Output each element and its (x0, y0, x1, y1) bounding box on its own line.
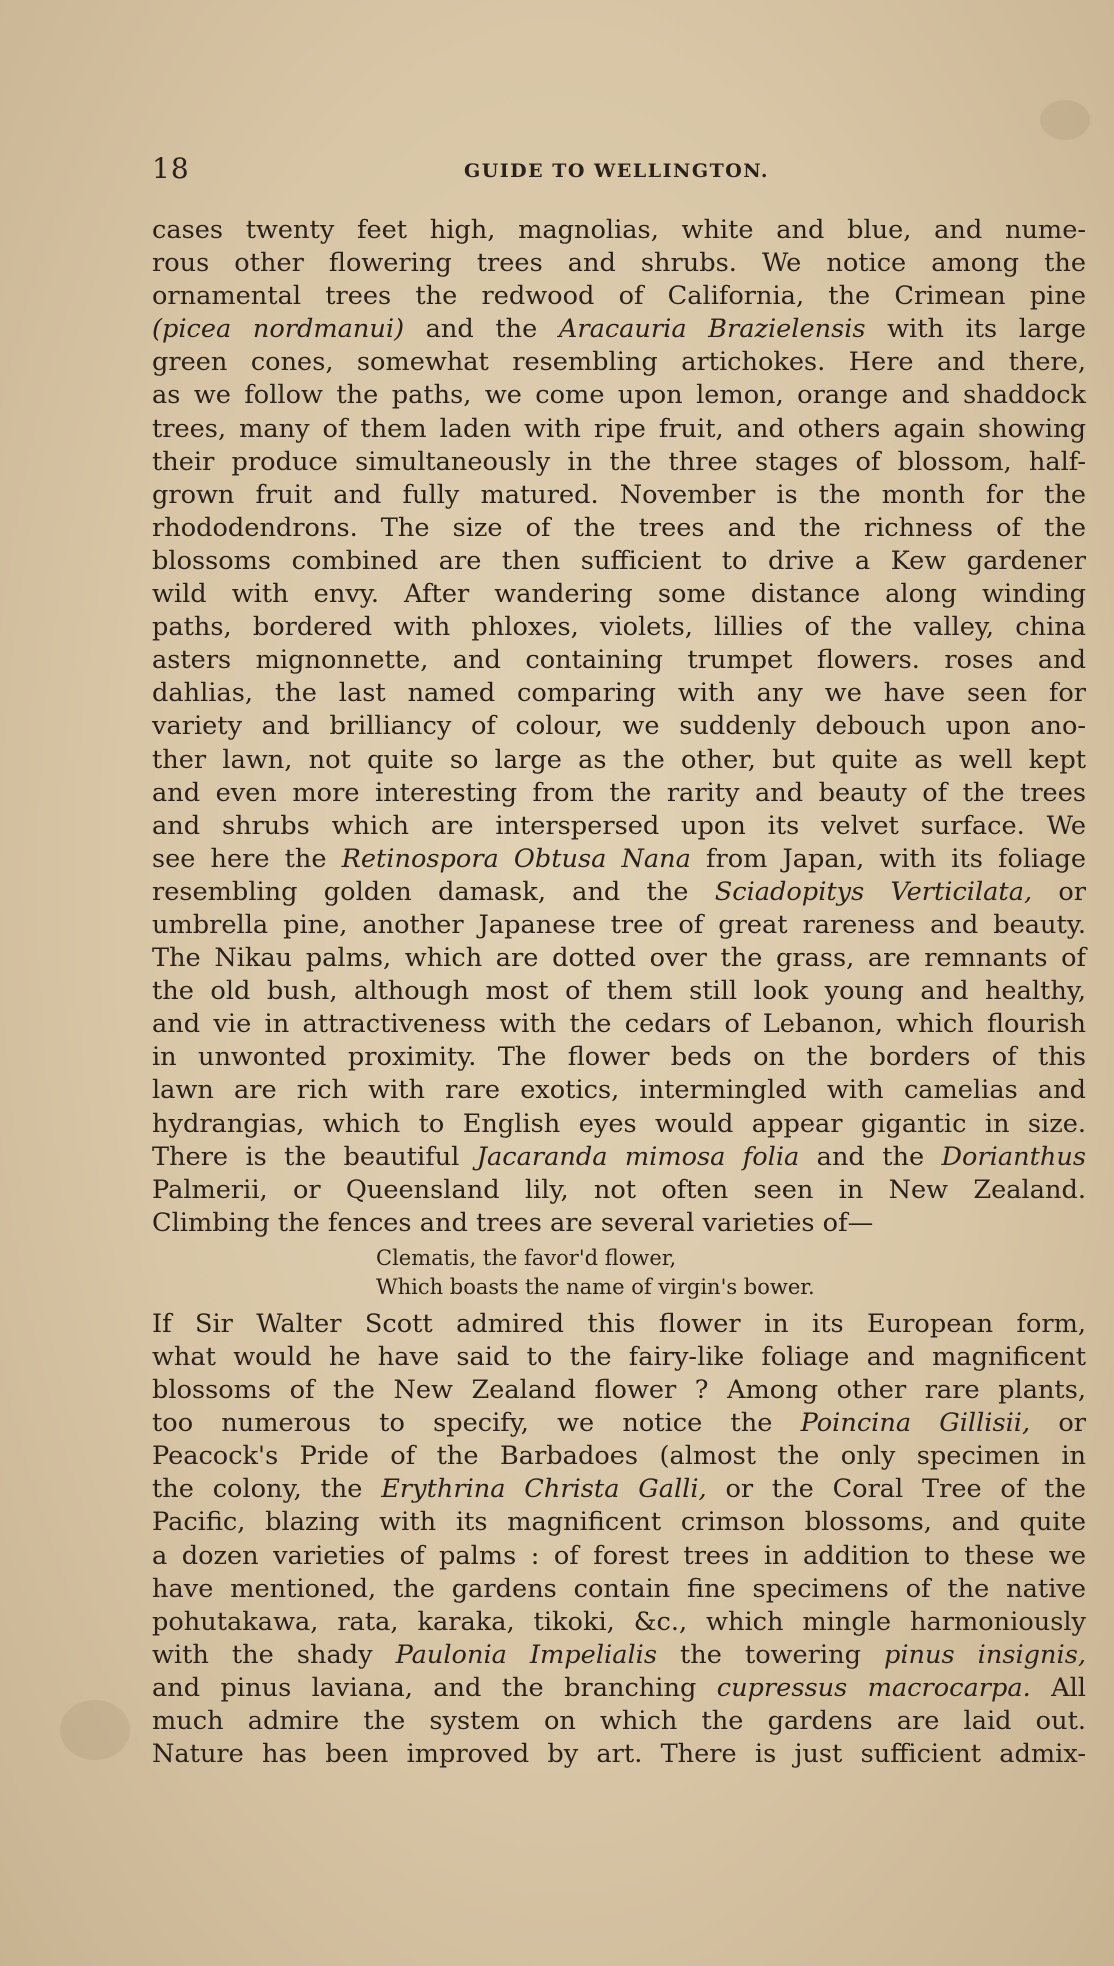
botanical-name: (picea nordmanui) (152, 314, 405, 345)
text-line: (picea nordmanui) and the Aracauria Brazielensis with its large (152, 314, 1086, 345)
text-line: much admire the system on which the gardens are laid out. (152, 1706, 1086, 1737)
botanical-name: Sciadopitys Verticilata, (714, 876, 1033, 907)
text-line: asters mignonnette, and containing trumpet flowers. roses and (152, 645, 1086, 676)
page-number: 18 (152, 152, 190, 185)
text-line: blossoms of the New Zealand flower ? Among other rare plants, (152, 1375, 1086, 1406)
text-line: and even more interesting from the rarity and beauty of the trees (152, 777, 1086, 808)
text-line: cases twenty feet high, magnolias, white and blue, and nume- (152, 215, 1086, 245)
running-head: GUIDE TO WELLINGTON. (464, 160, 770, 182)
text-line: what would he have said to the fairy-like foliage and magnificent (152, 1342, 1086, 1372)
text-line: as we follow the paths, we come upon lemon, orange and shaddock (152, 380, 1086, 411)
text-line: green cones, somewhat resembling artichokes. Here and there, (152, 347, 1086, 378)
text-line: paths, bordered with phloxes, violets, lillies of the valley, china (152, 612, 1086, 643)
text-line: with the shady Paulonia Impelialis the towering pinus insignis, (152, 1639, 1086, 1670)
text-line: There is the beautiful Jacaranda mimosa folia and the Dorianthus (152, 1141, 1086, 1172)
text-line: rhododendrons. The size of the trees and the richness of the (152, 512, 1086, 543)
page-header (152, 152, 1052, 192)
text-line: rous other flowering trees and shrubs. We notice among the (152, 248, 1086, 279)
text-line: too numerous to specify, we notice the Poincina Gillisii, or (152, 1408, 1086, 1439)
text-line: Peacock's Pride of the Barbadoes (almost the only specimen in (152, 1441, 1086, 1472)
text-line: the colony, the Erythrina Christa Galli, or the Coral Tree of the (152, 1474, 1086, 1505)
text-line: The Nikau palms, which are dotted over the grass, are remnants of (152, 943, 1086, 974)
text-line: ther lawn, not quite so large as the other, but quite as well kept (152, 744, 1086, 775)
body-text (152, 214, 1086, 1771)
botanical-name: Poincina Gillisii, (800, 1408, 1031, 1439)
botanical-name: Retinospora Obtusa Nana (341, 843, 691, 874)
botanical-name: Paulonia Impelialis (395, 1639, 657, 1670)
text-line: lawn are rich with rare exotics, intermingled with camelias and (152, 1075, 1086, 1106)
text-line: umbrella pine, another Japanese tree of great rareness and beauty. (152, 909, 1086, 940)
verse-line: Clematis, the favor'd flower, (376, 1245, 677, 1270)
verse-line: Which boasts the name of virgin's bower. (376, 1274, 815, 1299)
text-line: Nature has been improved by art. There is just sufficient admix- (152, 1739, 1086, 1770)
botanical-name: cupressus macrocarpa. (716, 1672, 1031, 1703)
text-line: Climbing the fences and trees are several varieties of— (152, 1207, 874, 1238)
text-line: wild with envy. After wandering some distance along winding (152, 579, 1086, 610)
botanical-name: Erythrina Christa Galli, (381, 1474, 707, 1505)
text-line: hydrangias, which to English eyes would appear gigantic in size. (152, 1108, 1086, 1139)
text-line: ornamental trees the redwood of California, the Crimean pine (152, 281, 1086, 312)
botanical-name: pinus insignis, (883, 1639, 1086, 1670)
text-line: in unwonted proximity. The flower beds on the borders of this (152, 1042, 1086, 1073)
text-line: dahlias, the last named comparing with any we have seen for (152, 678, 1086, 709)
text-line: Pacific, blazing with its magnificent crimson blossoms, and quite (152, 1507, 1086, 1538)
text-line: trees, many of them laden with ripe fruit, and others again showing (152, 413, 1086, 444)
text-line: the old bush, although most of them still look young and healthy, (152, 976, 1086, 1007)
text-line: their produce simultaneously in the three stages of blossom, half- (152, 446, 1086, 477)
text-line: If Sir Walter Scott admired this flower in its European form, (152, 1308, 1086, 1339)
botanical-name: Dorianthus (941, 1141, 1086, 1172)
botanical-name: Jacaranda mimosa folia (476, 1141, 800, 1172)
text-line: pohutakawa, rata, karaka, tikoki, &c., which mingle harmoniously (152, 1606, 1086, 1637)
text-line: Palmerii, or Queensland lily, not often seen in New Zealand. (152, 1174, 1086, 1205)
text-line: and pinus laviana, and the branching cupressus macrocarpa. All (152, 1672, 1086, 1703)
paper-stain (1040, 100, 1090, 140)
paper-stain (60, 1700, 130, 1760)
text-line: blossoms combined are then sufficient to drive a Kew gardener (152, 545, 1086, 576)
text-line: variety and brilliancy of colour, we suddenly debouch upon ano- (152, 711, 1086, 742)
text-line: a dozen varieties of palms : of forest trees in addition to these we (152, 1540, 1086, 1571)
text-line: grown fruit and fully matured. November is the month for the (152, 479, 1086, 510)
text-line: resembling golden damask, and the Sciadopitys Verticilata, or (152, 876, 1086, 907)
text-line: and shrubs which are interspersed upon its velvet surface. We (152, 810, 1086, 841)
botanical-name: Aracauria Brazielensis (558, 314, 866, 345)
text-line: and vie in attractiveness with the cedars of Lebanon, which flourish (152, 1009, 1086, 1040)
text-line: see here the Retinospora Obtusa Nana from Japan, with its foliage (152, 843, 1086, 874)
text-line: have mentioned, the gardens contain fine specimens of the native (152, 1573, 1086, 1604)
